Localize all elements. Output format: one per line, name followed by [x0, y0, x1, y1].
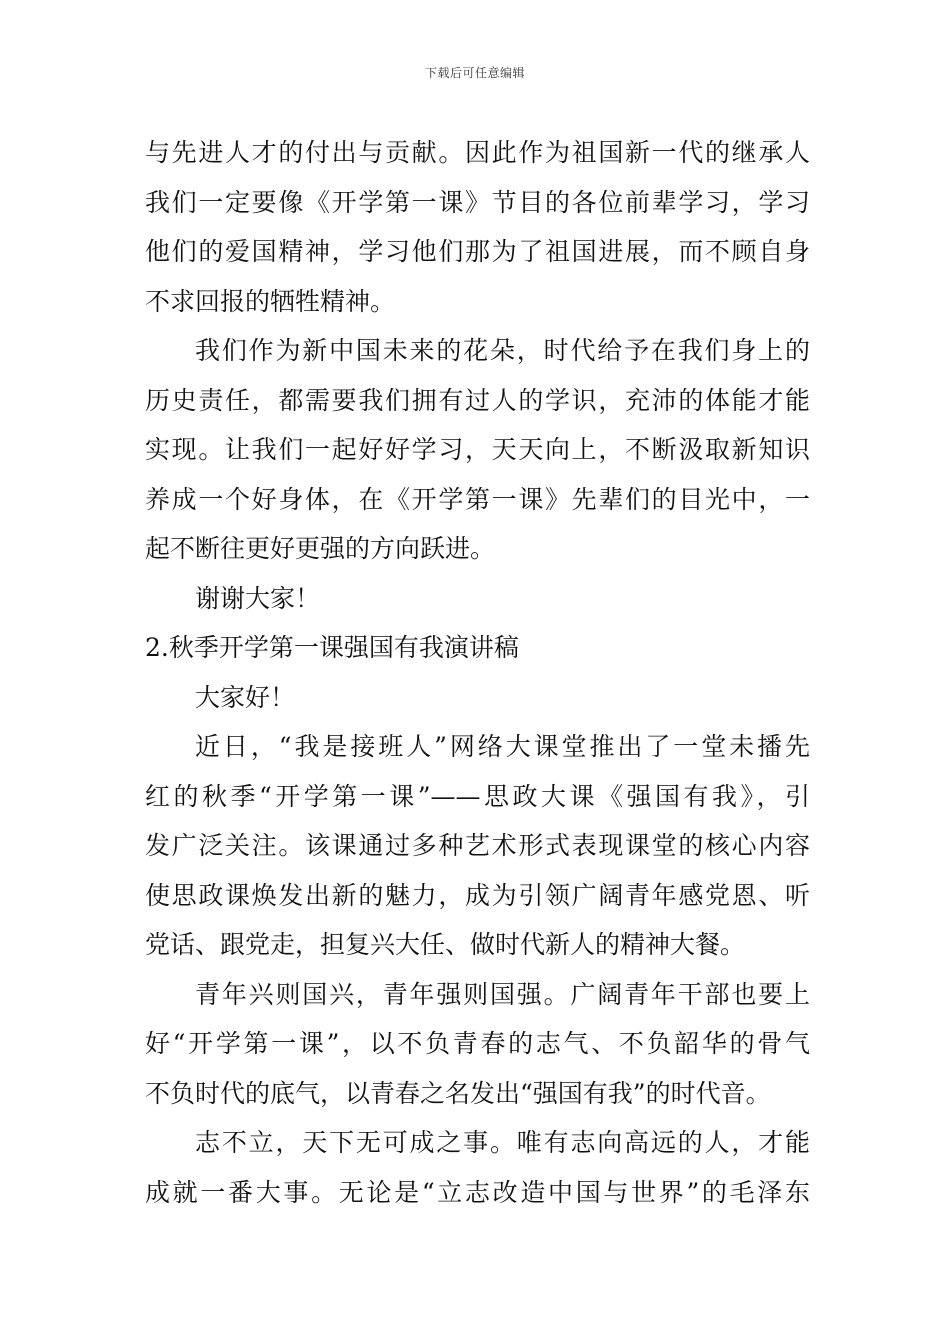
document-body — [145, 128, 810, 1217]
text-line: 起不断往更好更强的方向跃进。 — [145, 534, 496, 563]
text-line: 青年兴则国兴，青年强则国强。广阔青年干部也要上 — [195, 979, 810, 1009]
text-line: 2.秋季开学第一课强国有我演讲稿 — [145, 633, 519, 662]
text-line: 成就一番大事。无论是“立志改造中国与世界”的毛泽东 — [145, 1177, 810, 1207]
text-line: 历史责任，都需要我们拥有过人的学识，充沛的体能才能 — [145, 385, 810, 415]
text-line: 党话、跟党走，担复兴大任、做时代新人的精神大餐。 — [145, 930, 746, 959]
text-line: 大家好！ — [195, 682, 296, 712]
text-line: 志不立，天下无可成之事。唯有志向高远的人，才能 — [195, 1128, 810, 1157]
text-line: 谢谢大家！ — [195, 583, 321, 613]
page-header: 下载后可任意编辑 — [424, 66, 525, 80]
text-line: 不负时代的底气，以青春之名发出“强国有我”的时代音。 — [145, 1078, 771, 1108]
text-line: 他们的爱国精神，学习他们那为了祖国进展，而不顾自身 — [145, 237, 810, 266]
text-line: 好“开学第一课”，以不负青春的志气、不负韶华的骨气 — [145, 1029, 810, 1058]
text-line: 养成一个好身体，在《开学第一课》先辈们的目光中，一 — [145, 484, 810, 514]
text-line: 与先进人才的付出与贡献。因此作为祖国新一代的继承人 — [145, 138, 810, 167]
text-line: 红的秋季“开学第一课”——思政大课《强国有我》，引 — [145, 781, 810, 811]
text-line: 我们作为新中国未来的花朵，时代给予在我们身上的 — [195, 336, 810, 365]
text-line: 使思政课焕发出新的魅力，成为引领广阔青年感党恩、听 — [145, 880, 810, 910]
text-line: 发广泛关注。该课通过多种艺术形式表现课堂的核心内容 — [145, 831, 810, 860]
text-line: 实现。让我们一起好好学习，天天向上，不断汲取新知识 — [145, 435, 810, 464]
text-line: 不求回报的牺牲精神。 — [145, 286, 396, 316]
text-line: 我们一定要像《开学第一课》节目的各位前辈学习，学习 — [145, 187, 810, 217]
text-line: 近日，“我是接班人”网络大课堂推出了一堂未播先 — [195, 732, 810, 761]
